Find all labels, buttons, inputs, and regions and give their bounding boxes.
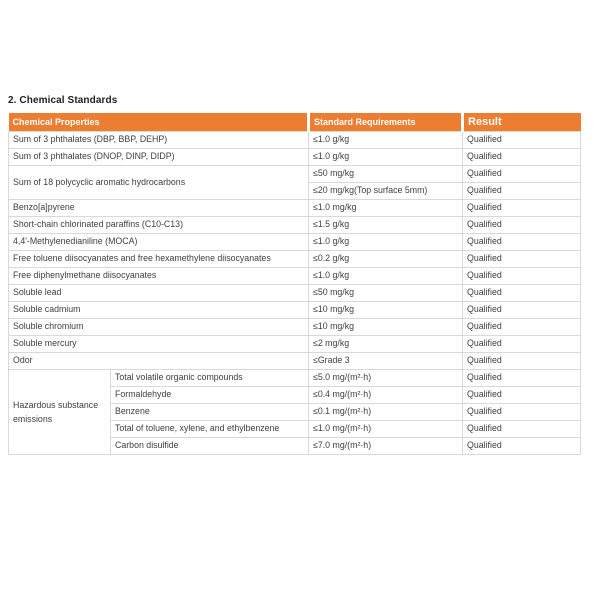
requirement-cell: ≤Grade 3 bbox=[309, 352, 463, 369]
requirement-cell: ≤10 mg/kg bbox=[309, 301, 463, 318]
property-cell: Total of toluene, xylene, and ethylbenzene bbox=[111, 420, 309, 437]
requirement-cell: ≤20 mg/kg(Top surface 5mm) bbox=[309, 182, 463, 199]
table-row bbox=[9, 352, 581, 369]
result-cell: Qualified bbox=[463, 335, 581, 352]
table-row bbox=[9, 369, 581, 386]
table-row bbox=[9, 267, 581, 284]
result-cell: Qualified bbox=[463, 233, 581, 250]
result-cell: Qualified bbox=[463, 250, 581, 267]
property-cell: Soluble mercury bbox=[9, 335, 309, 352]
property-cell: Soluble cadmium bbox=[9, 301, 309, 318]
col-header-result: Result bbox=[463, 113, 581, 131]
property-cell: Soluble lead bbox=[9, 284, 309, 301]
requirement-cell: ≤5.0 mg/(m²·h) bbox=[309, 369, 463, 386]
property-cell: Odor bbox=[9, 352, 309, 369]
requirement-cell: ≤1.5 g/kg bbox=[309, 216, 463, 233]
result-cell: Qualified bbox=[463, 284, 581, 301]
requirement-cell: ≤50 mg/kg bbox=[309, 284, 463, 301]
property-cell: Sum of 3 phthalates (DNOP, DINP, DIDP) bbox=[9, 148, 309, 165]
property-cell: Sum of 18 polycyclic aromatic hydrocarbons bbox=[9, 165, 309, 199]
result-cell: Qualified bbox=[463, 267, 581, 284]
section-title: 2. Chemical Standards bbox=[8, 95, 118, 106]
result-cell: Qualified bbox=[463, 420, 581, 437]
requirement-cell: ≤1.0 mg/(m²·h) bbox=[309, 420, 463, 437]
result-cell: Qualified bbox=[463, 386, 581, 403]
requirement-cell: ≤1.0 g/kg bbox=[309, 131, 463, 148]
result-cell: Qualified bbox=[463, 403, 581, 420]
property-cell: Total volatile organic compounds bbox=[111, 369, 309, 386]
property-cell: 4,4'-Methylenedianiline (MOCA) bbox=[9, 233, 309, 250]
requirement-cell: ≤1.0 mg/kg bbox=[309, 199, 463, 216]
table-row bbox=[9, 284, 581, 301]
col-header-chemical-properties: Chemical Properties bbox=[9, 113, 309, 131]
requirement-cell: ≤1.0 g/kg bbox=[309, 148, 463, 165]
property-cell: Formaldehyde bbox=[111, 386, 309, 403]
requirement-cell: ≤7.0 mg/(m²·h) bbox=[309, 437, 463, 454]
property-cell: Benzene bbox=[111, 403, 309, 420]
result-cell: Qualified bbox=[463, 216, 581, 233]
property-cell: Soluble chromium bbox=[9, 318, 309, 335]
result-cell: Qualified bbox=[463, 369, 581, 386]
requirement-cell: ≤10 mg/kg bbox=[309, 318, 463, 335]
property-cell: Benzo[a]pyrene bbox=[9, 199, 309, 216]
table-row bbox=[9, 131, 581, 148]
property-cell: Free toluene diisocyanates and free hexamethylene diisocyanates bbox=[9, 250, 309, 267]
result-cell: Qualified bbox=[463, 199, 581, 216]
property-cell: Short-chain chlorinated paraffins (C10-C13) bbox=[9, 216, 309, 233]
property-cell: Sum of 3 phthalates (DBP, BBP, DEHP) bbox=[9, 131, 309, 148]
requirement-cell: ≤0.1 mg/(m²·h) bbox=[309, 403, 463, 420]
table-row bbox=[9, 199, 581, 216]
result-cell: Qualified bbox=[463, 148, 581, 165]
result-cell: Qualified bbox=[463, 182, 581, 199]
result-cell: Qualified bbox=[463, 352, 581, 369]
requirement-cell: ≤1.0 g/kg bbox=[309, 267, 463, 284]
table-row bbox=[9, 216, 581, 233]
requirement-cell: ≤1.0 g/kg bbox=[309, 233, 463, 250]
requirement-cell: ≤0.2 g/kg bbox=[309, 250, 463, 267]
property-cell: Carbon disulfide bbox=[111, 437, 309, 454]
requirement-cell: ≤50 mg/kg bbox=[309, 165, 463, 182]
result-cell: Qualified bbox=[463, 165, 581, 182]
col-header-standard-requirements: Standard Requirements bbox=[309, 113, 463, 131]
table-row bbox=[9, 233, 581, 250]
table-row bbox=[9, 301, 581, 318]
table-row bbox=[9, 148, 581, 165]
result-cell: Qualified bbox=[463, 437, 581, 454]
table-row bbox=[9, 250, 581, 267]
property-cell: Free diphenylmethane diisocyanates bbox=[9, 267, 309, 284]
requirement-cell: ≤0.4 mg/(m²·h) bbox=[309, 386, 463, 403]
requirement-cell: ≤2 mg/kg bbox=[309, 335, 463, 352]
result-cell: Qualified bbox=[463, 131, 581, 148]
group-label-cell: Hazardous substance emissions bbox=[9, 369, 111, 454]
chemical-standards-table bbox=[8, 113, 581, 455]
table-row bbox=[9, 318, 581, 335]
table-row bbox=[9, 335, 581, 352]
result-cell: Qualified bbox=[463, 301, 581, 318]
result-cell: Qualified bbox=[463, 318, 581, 335]
table-header-row bbox=[9, 113, 581, 131]
table-row bbox=[9, 165, 581, 182]
